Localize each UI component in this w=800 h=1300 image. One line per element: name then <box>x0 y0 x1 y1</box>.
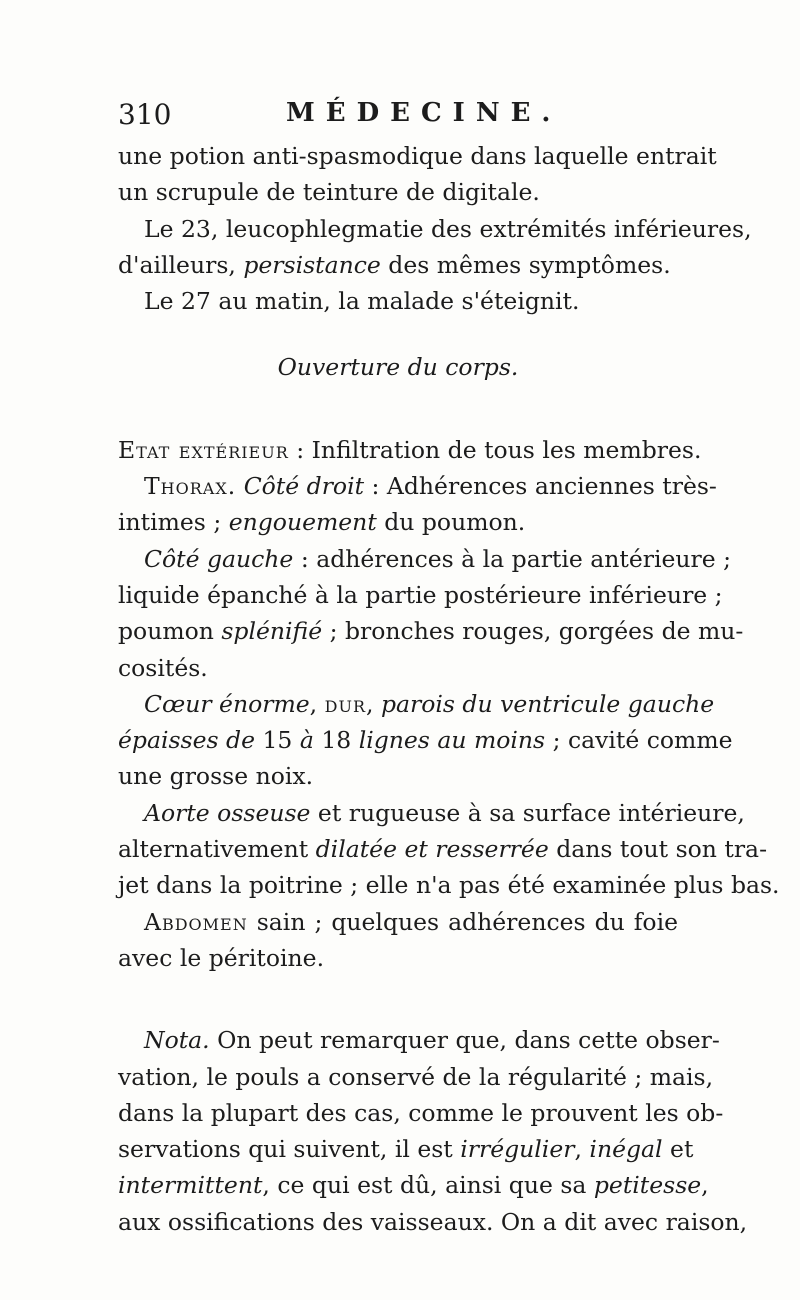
text-line: Le 23, leucophlegmatie des extrémités inférieures, <box>144 214 752 243</box>
text-line: dans la plupart des cas, comme le prouvent les ob- <box>118 1098 724 1127</box>
text-line: épaisses de 15 à 18 lignes au moins ; cavité comme <box>118 726 733 755</box>
text-line: vation, le pouls a conservé de la régularité ; mais, <box>118 1062 714 1091</box>
text-line: cosités. <box>118 653 208 682</box>
text-line: une grosse noix. <box>118 762 314 791</box>
text-line: liquide épanché à la partie postérieure inférieure ; <box>118 580 723 609</box>
text-line: Aorte osseuse et rugueuse à sa surface intérieure, <box>144 798 745 827</box>
text-line: jet dans la poitrine ; elle n'a pas été examinée plus bas. <box>118 871 780 900</box>
text-line: Abdomen sain ; quelques adhérences du foie <box>144 907 678 936</box>
text-line: d'ailleurs, persistance des mêmes symptômes. <box>118 250 671 279</box>
text-line: Thorax. Côté droit : Adhérences anciennes très- <box>144 472 717 501</box>
section-heading: Ouverture du corps. <box>277 353 519 382</box>
text-line: un scrupule de teinture de digitale. <box>118 178 540 207</box>
text-line: aux ossifications des vaisseaux. On a dit avec raison, <box>118 1207 748 1236</box>
running-title: MÉDECINE. <box>286 98 562 128</box>
text-line: Etat extérieur : Infiltration de tous les membres. <box>118 435 702 464</box>
page-body <box>118 138 780 1240</box>
page-header <box>118 98 688 142</box>
page-number: 310 <box>118 98 172 131</box>
text-line: poumon splénifié ; bronches rouges, gorgées de mu- <box>118 617 744 646</box>
text-line: servations qui suivent, il est irrégulier, inégal et <box>118 1135 694 1164</box>
text-line: Cœur énorme, dur, parois du ventricule gauche <box>144 689 715 718</box>
text-line: Côté gauche : adhérences à la partie antérieure ; <box>144 544 732 573</box>
text-line: intimes ; engouement du poumon. <box>118 508 526 537</box>
text-line: avec le péritoine. <box>118 943 325 972</box>
text-line: intermittent, ce qui est dû, ainsi que sa petitesse, <box>118 1171 709 1200</box>
text-line: Le 27 au matin, la malade s'éteignit. <box>144 287 580 316</box>
text-line: une potion anti-spasmodique dans laquelle entrait <box>118 142 717 170</box>
text-line: alternativement dilatée et resserrée dans tout son tra- <box>118 835 768 864</box>
text-line: Nota. On peut remarquer que, dans cette obser- <box>144 1026 720 1055</box>
